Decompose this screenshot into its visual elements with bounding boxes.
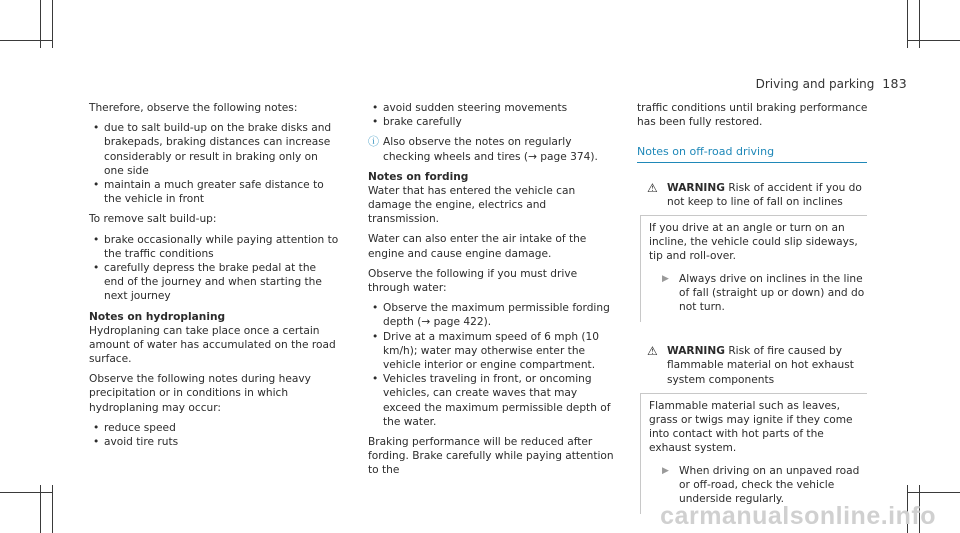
hydroplaning-list bbox=[89, 421, 339, 449]
warning-text: If you drive at an angle or turn on an incline, the vehicle could slip sideways, tip and roll-over. bbox=[649, 222, 858, 263]
remove-list bbox=[89, 233, 339, 304]
action-arrow-icon: ▶ bbox=[662, 465, 669, 476]
braking-list bbox=[368, 101, 618, 129]
page-number: 183 bbox=[882, 76, 907, 91]
warning-body bbox=[640, 215, 867, 322]
action-arrow-icon: ▶ bbox=[662, 273, 669, 284]
info-icon: ⓘ bbox=[368, 135, 379, 149]
column-1 bbox=[89, 101, 339, 455]
list-item: • brake occasionally while paying attention to the traffic conditions bbox=[89, 233, 339, 261]
warning-triangle-icon: ⚠ bbox=[647, 344, 658, 359]
list-item: • maintain a much greater safe distance to the vehicle in front bbox=[89, 178, 339, 206]
list-item: • Drive at a maximum speed of 6 mph (10 km/h); water may otherwise enter the vehicle interior or engine compartment. bbox=[368, 330, 618, 373]
warning-action bbox=[649, 464, 867, 507]
fording-text: Water can also enter the air intake of the engine and cause engine damage. bbox=[368, 233, 587, 260]
warning-action-text: When driving on an unpaved road or off-road, check the vehicle underside regularly. bbox=[679, 464, 860, 506]
warning-header bbox=[637, 344, 867, 393]
braking-text: Braking performance will be reduced after fording. Brake carefully while paying attention to the bbox=[368, 436, 614, 477]
remove-intro: To remove salt build-up: bbox=[89, 213, 217, 226]
watermark: carmanualsonline.info bbox=[660, 502, 936, 530]
hydroplaning-observe: Observe the following notes during heavy precipitation or in conditions in which hydroplaning may occur: bbox=[89, 373, 311, 414]
warning-header bbox=[637, 181, 867, 215]
info-note-text: Also observe the notes on regularly checking wheels and tires (→ page 374). bbox=[383, 136, 598, 163]
list-item: • brake carefully bbox=[368, 115, 618, 129]
fording-text: Observe the following if you must drive through water: bbox=[368, 267, 578, 295]
continued-text: traffic conditions until braking performance has been fully restored. bbox=[637, 102, 868, 129]
hydroplaning-heading: Notes on hydroplaning bbox=[89, 310, 226, 323]
section-title: Driving and parking bbox=[755, 77, 875, 91]
list-item: • Observe the maximum permissible fording depth (→ page 422). bbox=[368, 301, 618, 329]
fording-heading: Notes on fording bbox=[368, 170, 469, 183]
list-item: • reduce speed bbox=[89, 421, 339, 435]
offroad-heading: Notes on off-road driving bbox=[637, 145, 867, 162]
salt-list bbox=[89, 121, 339, 206]
hydroplaning-text: Hydroplaning can take place once a certain amount of water has accumulated on the road surface. bbox=[89, 324, 336, 366]
warning-body bbox=[640, 393, 867, 514]
warning-title: Risk of accident if you do not keep to line of fall on inclines bbox=[667, 181, 862, 208]
warning-label: WARNING bbox=[667, 181, 725, 194]
warning-action bbox=[649, 272, 867, 315]
intro-text: Therefore, observe the following notes: bbox=[89, 102, 298, 114]
warning-box bbox=[637, 181, 867, 323]
column-2 bbox=[368, 101, 618, 484]
list-item: • Vehicles traveling in front, or oncoming vehicles, can create waves that may exceed the maximum permissible depth of the water. bbox=[368, 372, 618, 429]
info-note bbox=[368, 135, 618, 163]
fording-list bbox=[368, 301, 618, 429]
warning-title: Risk of fire caused by flammable material on hot exhaust system components bbox=[667, 345, 854, 386]
fording-text: Water that has entered the vehicle can damage the engine, electrics and transmission. bbox=[368, 184, 576, 226]
column-3 bbox=[637, 101, 887, 514]
warning-triangle-icon: ⚠ bbox=[647, 180, 658, 195]
list-item: • carefully depress the brake pedal at the end of the journey and when starting the next journey bbox=[89, 261, 339, 304]
warning-text: Flammable material such as leaves, grass or twigs may ignite if they come into contact with hot parts of the exhaust system. bbox=[649, 399, 853, 455]
warning-action-text: Always drive on inclines in the line of fall (straight up or down) and do not turn. bbox=[679, 272, 865, 314]
warning-box bbox=[637, 344, 867, 514]
warning-label: WARNING bbox=[667, 345, 725, 358]
list-item: • avoid tire ruts bbox=[89, 435, 339, 449]
list-item: • due to salt build-up on the brake disks and brakepads, braking distances can increase considerably or result in braking only on one side bbox=[89, 121, 339, 178]
list-item: • avoid sudden steering movements bbox=[368, 101, 618, 115]
page-header bbox=[756, 76, 907, 91]
